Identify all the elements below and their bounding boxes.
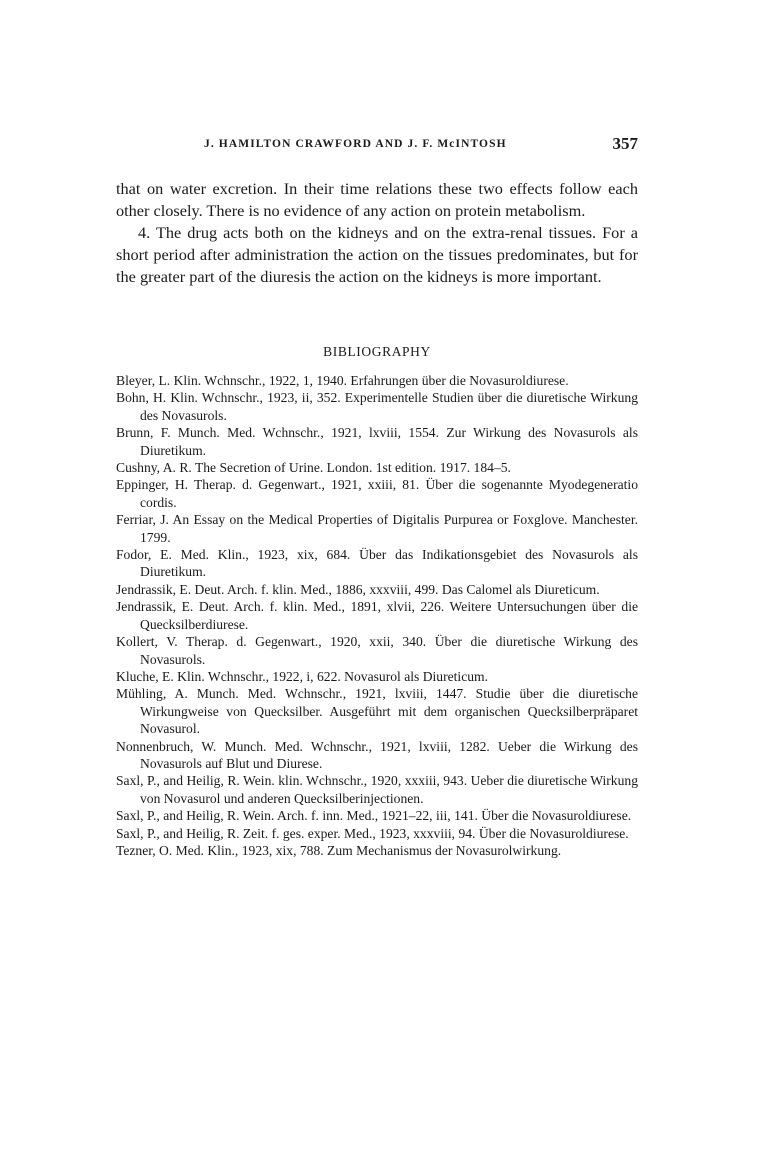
bibliography-entry: Tezner, O. Med. Klin., 1923, xix, 788. Zum Mechanismus der Novasurolwirkung.: [116, 842, 562, 858]
bibliography-entry: Bleyer, L. Klin. Wchnschr., 1922, 1, 1940. Erfahrungen über die Novasuroldiurese.: [116, 373, 569, 388]
page-number: 357: [612, 134, 638, 153]
paragraph: that on water excretion. In their time relations these two effects follow each other closely. There is no evidence of any action on protein metabolism.: [116, 179, 638, 220]
bibliography-list: [116, 372, 638, 859]
bibliography-entry: Jendrassik, E. Deut. Arch. f. klin. Med., 1886, xxxviii, 499. Das Calomel als Diureticum.: [116, 581, 600, 597]
bibliography-entry: Ferriar, J. An Essay on the Medical Properties of Digitalis Purpurea or Foxglove. Manchester. 1799.: [116, 512, 638, 545]
bibliography-entry: Cushny, A. R. The Secretion of Urine. London. 1st edition. 1917. 184–5.: [116, 460, 511, 476]
bibliography-entry: Kollert, V. Therap. d. Gegenwart., 1920, xxii, 340. Über die diuretische Wirkung des Novasurols.: [116, 634, 638, 667]
bibliography-entry: Brunn, F. Munch. Med. Wchnschr., 1921, lxviii, 1554. Zur Wirkung des Novasurols als Diuretikum.: [116, 425, 638, 458]
body-text: [116, 178, 638, 288]
bibliography-entry: Saxl, P., and Heilig, R. Wein. klin. Wchnschr., 1920, xxxiii, 943. Ueber die diuretische Wirkung von Novasurol und anderen Quecksilberinjectionen.: [116, 773, 638, 806]
bibliography-entry: Mühling, A. Munch. Med. Wchnschr., 1921, lxviii, 1447. Studie über die diuretische Wirkungweise von Quecksilber. Ausgeführt mit dem organischen Quecksilberpräparet Novasurol.: [116, 686, 638, 737]
running-head: J. HAMILTON CRAWFORD AND J. F. McINTOSH: [204, 138, 507, 150]
bibliography-entry: Bohn, H. Klin. Wchnschr., 1923, ii, 352. Experimentelle Studien über die diuretische Wirkung des Novasurols.: [116, 390, 638, 423]
bibliography-entry: Saxl, P., and Heilig, R. Zeit. f. ges. exper. Med., 1923, xxxviii, 94. Über die Novasuroldiurese.: [116, 825, 629, 841]
bibliography-entry: Kluche, E. Klin. Wchnschr., 1922, i, 622. Novasurol als Diureticum.: [116, 668, 489, 684]
paragraph: 4. The drug acts both on the kidneys and on the extra-renal tissues. For a short period after administration the action on the tissues predominates, but for the greater part of the diuresis the action on the kidneys is more important.: [116, 223, 638, 286]
bibliography-entry: Fodor, E. Med. Klin., 1923, xix, 684. Über das Indikationsgebiet des Novasurols als Diuretikum.: [116, 547, 638, 580]
bibliography-entry: Nonnenbruch, W. Munch. Med. Wchnschr., 1921, lxviii, 1282. Ueber die Wirkung des Novasurols auf Blut und Diurese.: [116, 738, 638, 771]
bibliography-entry: Eppinger, H. Therap. d. Gegenwart., 1921, xxiii, 81. Über die sogenannte Myodegeneratio cordis.: [116, 477, 638, 510]
bibliography-entry: Jendrassik, E. Deut. Arch. f. klin. Med., 1891, xlvii, 226. Weitere Untersuchungen über die Quecksilberdiurese.: [116, 599, 638, 632]
page-header: [116, 134, 638, 156]
bibliography-heading: BIBLIOGRAPHY: [323, 344, 431, 359]
bibliography-entry: Saxl, P., and Heilig, R. Wein. Arch. f. inn. Med., 1921–22, iii, 141. Über die Novasuroldiurese.: [116, 808, 632, 824]
